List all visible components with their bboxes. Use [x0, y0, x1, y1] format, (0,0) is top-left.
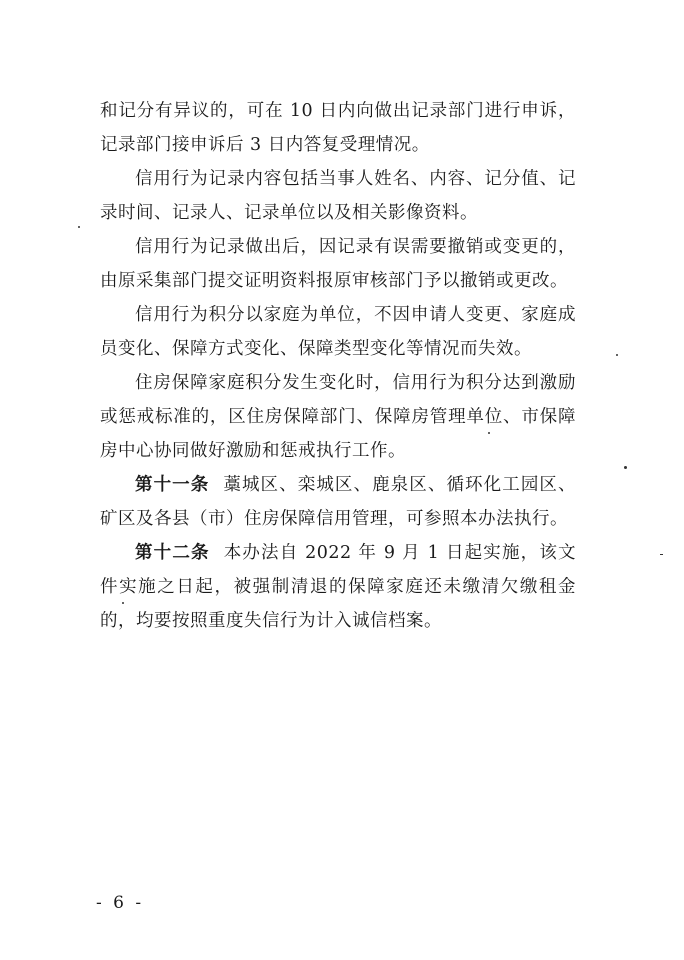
article-11: [100, 468, 576, 536]
scan-speck: [488, 432, 490, 434]
article-12: [100, 536, 576, 638]
paragraph-text: 信用行为记录内容包括当事人姓名、内容、记分值、记录时间、记录人、记录单位以及相关影像资料。: [100, 169, 576, 223]
scan-speck: [624, 466, 627, 469]
paragraph-text: 信用行为记录做出后，因记录有误需要撤销或变更的，由原采集部门提交证明资料报原审核部门予以撤销或更改。: [100, 237, 576, 291]
article-12-heading: 第十二条: [135, 543, 210, 563]
paragraph-score-change: [100, 366, 576, 468]
paragraph-record-correction: [100, 230, 576, 298]
paragraph-text: 信用行为积分以家庭为单位，不因申请人变更、家庭成员变化、保障方式变化、保障类型变化等情况而失效。: [100, 305, 576, 359]
scan-speck: [616, 354, 618, 356]
scan-speck: [78, 226, 80, 228]
article-11-text: 藁城区、栾城区、鹿泉区、循环化工园区、矿区及各县（市）住房保障信用管理，可参照本办法执行。: [100, 475, 577, 529]
document-body: [100, 94, 576, 638]
scan-speck: [660, 554, 663, 555]
scan-speck: [122, 602, 124, 604]
article-11-heading: 第十一条: [135, 475, 210, 495]
paragraph-appeal: [100, 94, 576, 162]
paragraph-text: 住房保障家庭积分发生变化时，信用行为积分达到激励或惩戒标准的，区住房保障部门、保障房管理单位、市保障房中心协同做好激励和惩戒执行工作。: [100, 373, 576, 461]
article-12-text: 本办法自 2022 年 9 月 1 日起实施，该文件实施之日起，被强制清退的保障家庭还未缴清欠缴租金的，均要按照重度失信行为计入诚信档案。: [100, 543, 577, 631]
paragraph-text: 和记分有异议的，可在 10 日内向做出记录部门进行申诉，记录部门接申诉后 3 日内答复受理情况。: [100, 101, 576, 155]
paragraph-household-unit: [100, 298, 576, 366]
page-number: - 6 -: [96, 893, 145, 913]
paragraph-record-content: [100, 162, 576, 230]
